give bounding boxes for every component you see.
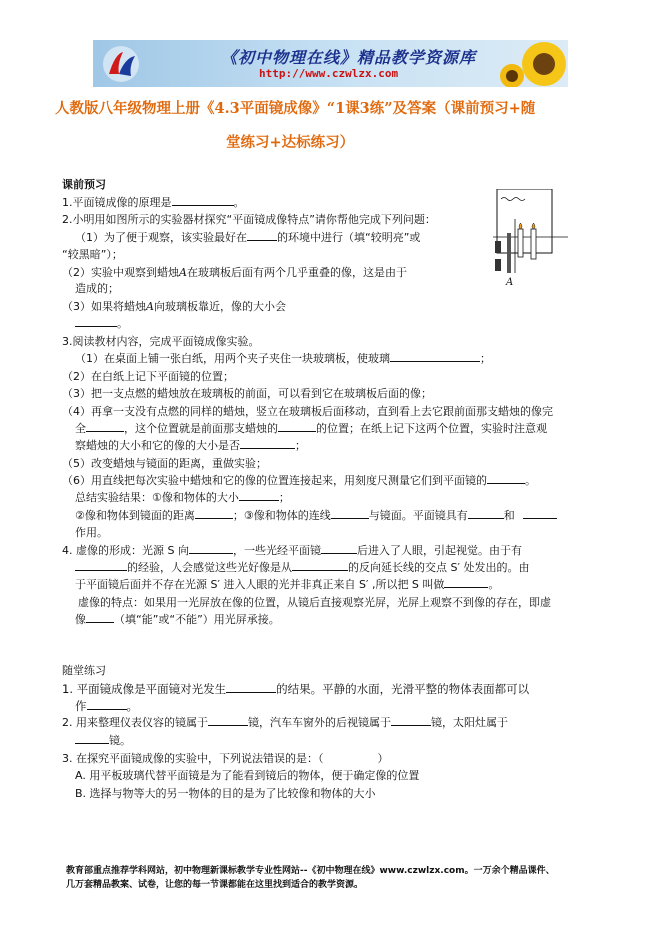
header-banner — [93, 40, 568, 87]
answer-blank[interactable] — [75, 734, 109, 744]
answer-blank[interactable] — [226, 683, 276, 693]
answer-blank[interactable] — [247, 231, 277, 241]
answer-blank[interactable] — [75, 561, 127, 571]
question-3-step4-cont: 全 ，这个位置就是前面那支蜡烛的 的位置；在纸上记下这两个位置，实验时注意观 — [75, 422, 547, 435]
site-logo-icon — [101, 44, 141, 84]
banner-url: http://www.czwlzx.com — [259, 67, 399, 80]
question-2-part2-cont: 造成的； — [75, 282, 119, 295]
question-2-part1-cont: “较黑暗”）； — [62, 248, 123, 261]
answer-blank[interactable] — [487, 474, 525, 484]
answer-blank[interactable] — [75, 317, 117, 327]
option-b: B. 选择与物等大的另一物体的目的是为了比较像和物体的大小 — [75, 787, 376, 800]
answer-blank[interactable] — [189, 544, 233, 554]
question-3-step6: （6）用直线把每次实验中蜡烛和它的像的位置连接起来，用刻度尺测量它们到平面镜的 。 — [62, 474, 536, 487]
answer-blank[interactable] — [195, 509, 233, 519]
question-3-stem: 3.阅读教材内容，完成平面镜成像实验。 — [62, 335, 260, 348]
section-heading-practice: 随堂练习 — [62, 664, 106, 677]
document-title-line1: 人教版八年级物理上册《4.3平面镜成像》“1课3练”及答案（课前预习+随 — [55, 100, 536, 117]
footer-line2: 几万套精品教案、试卷，让您的每一节课都能在这里找到适合的教学资源。 — [66, 880, 364, 890]
question-3-step3: （3）把一支点燃的蜡烛放在玻璃板的前面，可以看到它在玻璃板后面的像； — [62, 387, 432, 400]
question-4-line4: 虚像的特点：如果用一光屏放在像的位置，从镜后直接观察光屏，光屏上观察不到像的存在，即虚 — [78, 596, 551, 609]
question-2-part1: （1）为了便于观察，该实验最好在 的环境中进行（填“较明亮”或 — [75, 231, 421, 244]
banner-title: 《初中物理在线》精品教学资源库 — [221, 48, 477, 67]
question-3-step1: （1）在桌面上铺一张白纸，用两个夹子夹住一块玻璃板，使玻璃 ； — [75, 352, 491, 365]
question-4-line5: 像 （填“能”或“不能”）用光屏承接。 — [75, 613, 280, 626]
summary-result-3: 作用。 — [75, 526, 108, 539]
question-3-step2: （2）在白纸上记下平面镜的位置； — [62, 370, 234, 383]
answer-blank[interactable] — [208, 716, 248, 726]
answer-blank[interactable] — [172, 196, 234, 206]
question-3-step4-cont2: 察蜡烛的大小和它的像的大小是否 ； — [75, 439, 306, 452]
document-title-line2: 堂练习+达标练习） — [226, 134, 355, 151]
answer-blank[interactable] — [86, 613, 114, 623]
practice-question-1: 1. 平面镜成像是平面镜对光发生 的结果。平静的水面，光滑平整的物体表面都可以 — [62, 682, 530, 696]
answer-blank[interactable] — [468, 509, 504, 519]
answer-blank[interactable] — [321, 544, 357, 554]
question-1: 1.平面镜成像的原理是 。 — [62, 196, 245, 209]
question-2-stem: 2.小明用如图所示的实验器材探究“平面镜成像特点”请你帮他完成下列问题： — [62, 213, 436, 226]
answer-blank[interactable] — [292, 561, 348, 571]
answer-blank[interactable] — [331, 509, 369, 519]
question-4-line1: 4. 虚像的形成：光源 S 向 ，一些光经平面镜 后进入了人眼，引起视觉。由于有 — [62, 544, 522, 557]
answer-blank[interactable] — [390, 352, 480, 362]
mirror-experiment-figure — [493, 189, 568, 289]
question-4-line3: 于平面镜后面并不存在光源 S′ 进入人眼的光并非真正来自 S′ ,所以把 S 叫做 。 — [75, 578, 500, 591]
practice-question-2-cont: 镜。 — [75, 734, 131, 748]
figure-label: A — [506, 277, 514, 288]
practice-question-3: 3. 在探究平面镜成像的实验中，下列说法错误的是：（ ） — [62, 752, 389, 765]
practice-question-2: 2. 用来整理仪表仪容的镜属于 镜，汽车车窗外的后视镜属于 镜，太阳灶属于 — [62, 716, 508, 729]
summary-result-2: ②像和物体到镜面的距离 ；③像和物体的连线 与镜面。平面镜具有 和 — [75, 509, 557, 523]
option-a: A. 用平板玻璃代替平面镜是为了能看到镜后的物体，便于确定像的位置 — [75, 769, 420, 782]
answer-blank[interactable] — [240, 439, 295, 449]
question-2-part3-cont: 。 — [75, 317, 128, 331]
answer-blank[interactable] — [87, 700, 127, 710]
answer-blank[interactable] — [86, 422, 124, 432]
answer-blank[interactable] — [239, 491, 279, 501]
answer-blank[interactable] — [523, 509, 557, 519]
question-3-step5: （5）改变蜡烛与镜面的距离，重做实验； — [62, 457, 267, 470]
footer-line1: 教育部重点推荐学科网站，初中物理新课标教学专业性网站--《初中物理在线》www.czwlzx.com。一万余个精品课件、 — [66, 866, 555, 876]
answer-blank[interactable] — [391, 716, 431, 726]
question-3-step4: （4）再拿一支没有点燃的同样的蜡烛，竖立在玻璃板后面移动，直到看上去它跟前面那支蜡烛的像完 — [62, 405, 553, 418]
answer-blank[interactable] — [444, 578, 488, 588]
question-2-part3: （3）如果将蜡烛A向玻璃板靠近，像的大小会 — [62, 300, 286, 313]
sunflower-icon — [494, 40, 568, 87]
answer-blank[interactable] — [278, 422, 316, 432]
section-heading-preview: 课前预习 — [62, 178, 106, 191]
question-2-part2: （2）实验中观察到蜡烛A在玻璃板后面有两个几乎重叠的像，这是由于 — [62, 266, 407, 279]
practice-question-1-cont: 作 。 — [75, 699, 138, 713]
summary-result-1: 总结实验结果：①像和物体的大小 ； — [75, 491, 290, 504]
question-4-line2: 的经验，人会感觉这些光好像是从 的反向延长线的交点 S′ 处发出的。由 — [75, 561, 529, 575]
